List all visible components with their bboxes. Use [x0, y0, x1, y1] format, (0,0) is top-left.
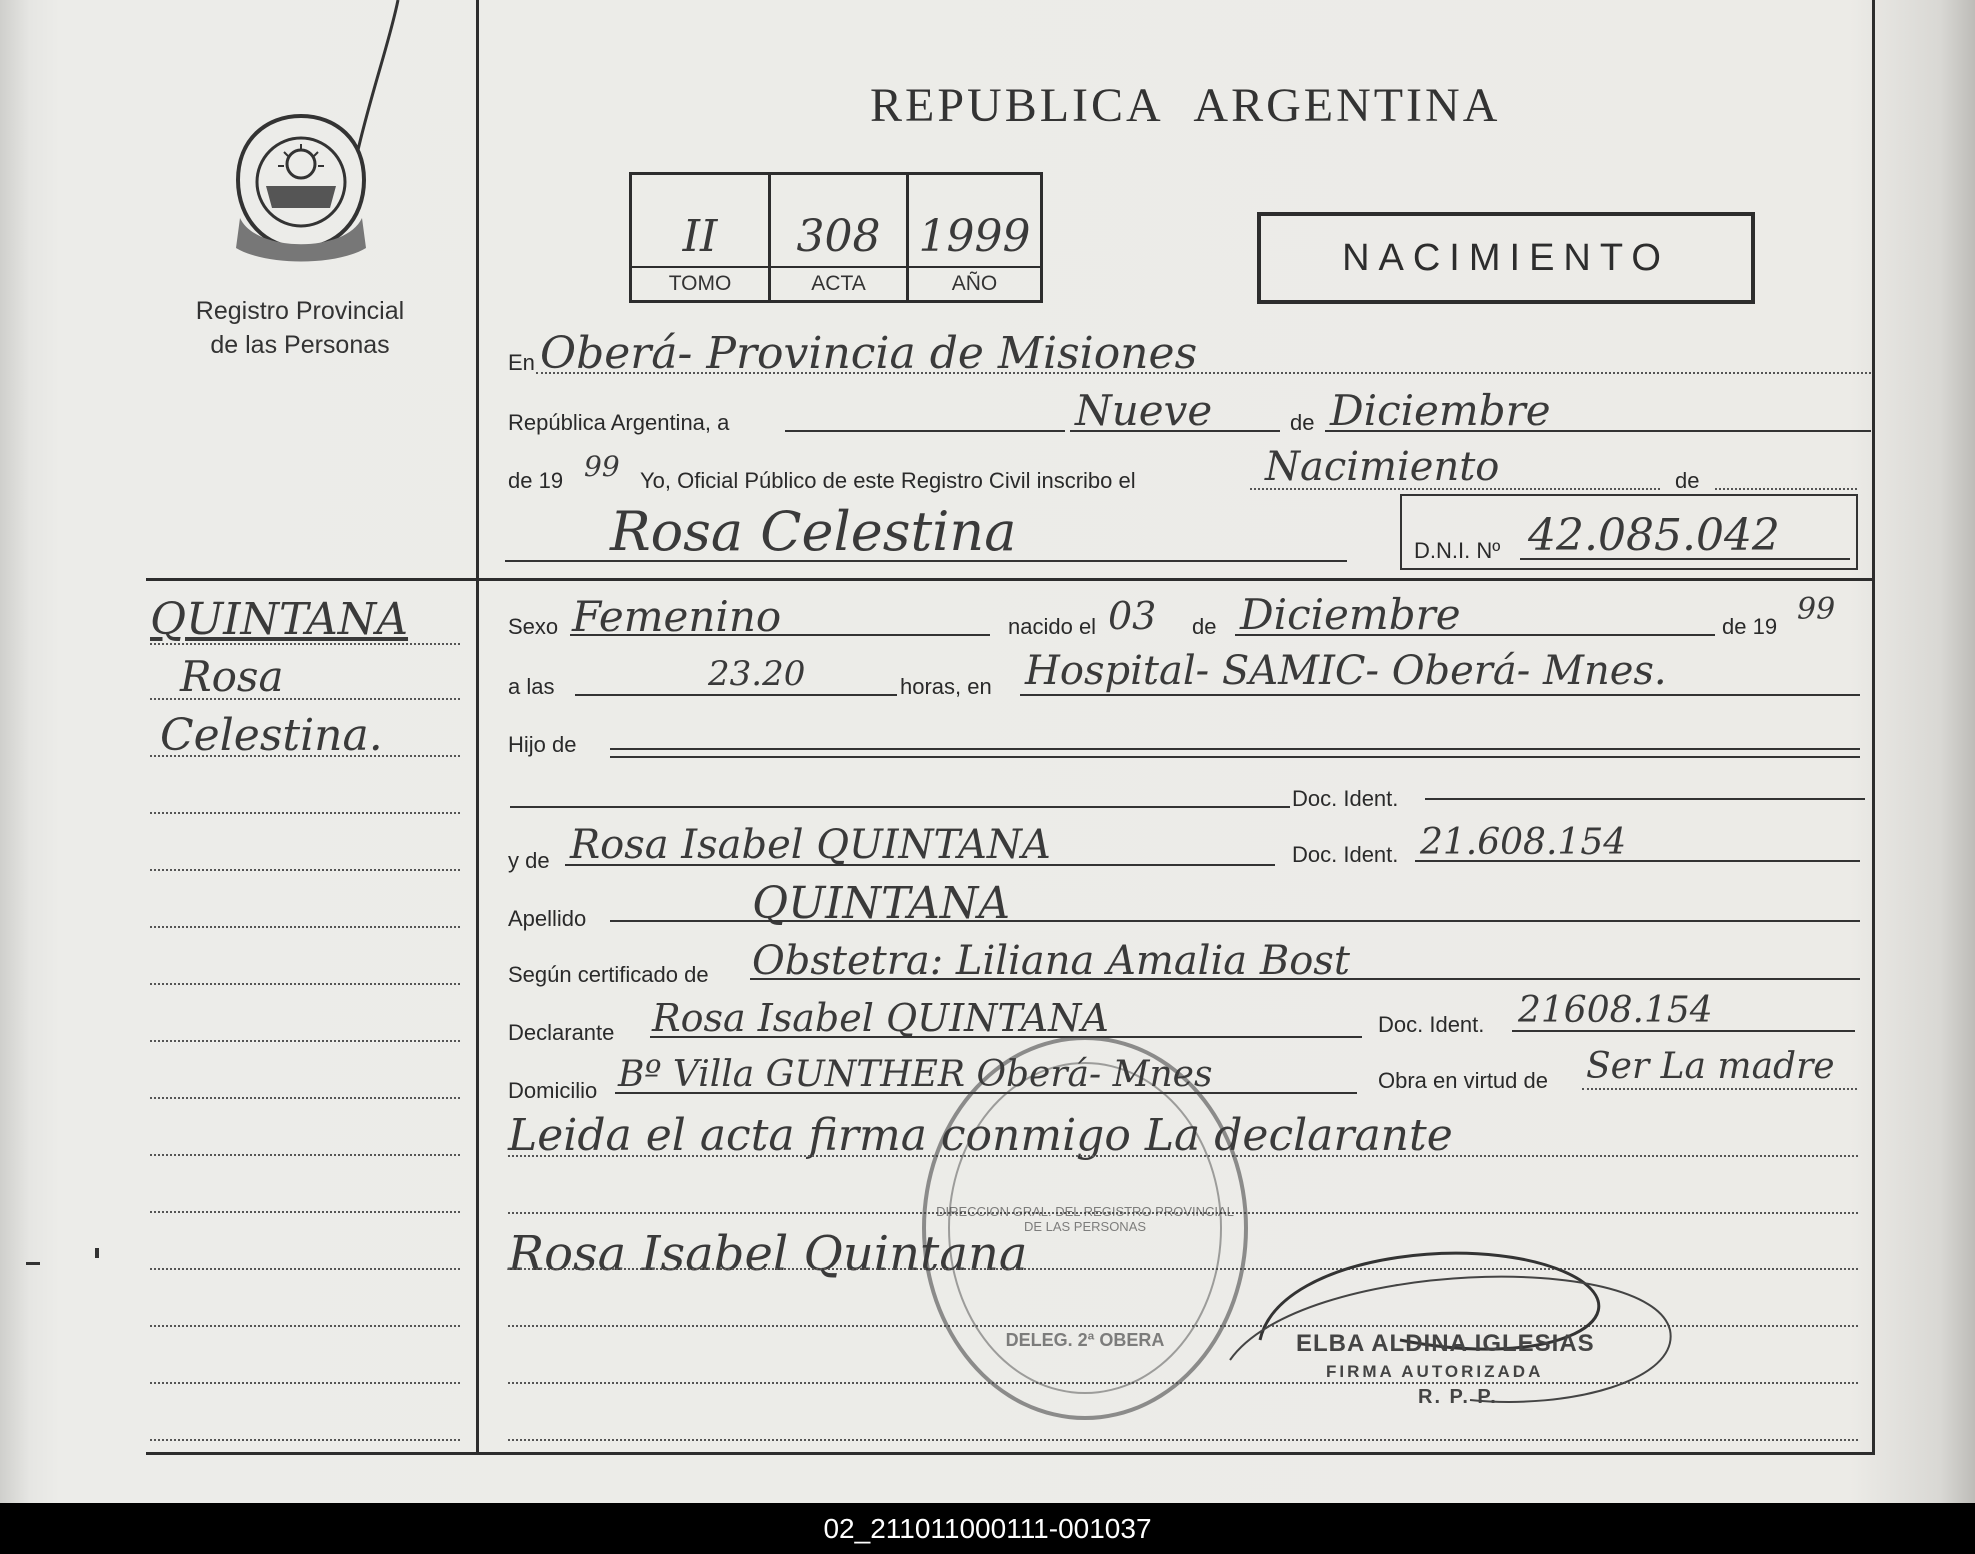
- note-line-6: [508, 1439, 1858, 1441]
- day-value: Nueve: [1075, 386, 1213, 435]
- apellido-value: QUINTANA: [752, 878, 1011, 929]
- ano-cell: [909, 175, 1040, 300]
- declarante-doc-value: 21608.154: [1518, 990, 1713, 1031]
- margin-line-2: [150, 698, 460, 700]
- de19-label-2: de 19: [1722, 614, 1778, 639]
- declarante-value: Rosa Isabel QUINTANA: [652, 996, 1109, 1040]
- nacido-label: nacido el: [1008, 614, 1097, 639]
- round-stamp-subtext: DELEG. 2ª OBERA: [1005, 1330, 1165, 1350]
- apellido-label: Apellido: [508, 906, 587, 931]
- left-column-divider: [476, 0, 479, 1455]
- apellido-line: [610, 920, 1860, 922]
- padre-line: [510, 806, 1290, 808]
- obra-line: [1582, 1088, 1857, 1090]
- domicilio-value: Bº Villa GUNTHER Oberá- Mnes: [618, 1054, 1213, 1095]
- margin-line-14: [150, 1382, 460, 1384]
- doc-ident-label: Doc. Ident.: [1292, 786, 1399, 811]
- horas-en-label: horas, en: [900, 674, 992, 699]
- margin-line-9: [150, 1097, 460, 1099]
- registry-name: [145, 294, 455, 362]
- month-line: [1325, 430, 1871, 432]
- margin-line-5: [150, 869, 460, 871]
- margin-line-1: [150, 643, 460, 645]
- round-stamp-text: DIRECCION GRAL. DEL REGISTRO PROVINCIAL DE LAS PERSONAS: [936, 1204, 1234, 1234]
- margin-line-6: [150, 926, 460, 928]
- de-label-3: de: [1192, 614, 1217, 639]
- dni-line: [1520, 558, 1850, 560]
- segun-value: Obstetra: Liliana Amalia Bost: [752, 938, 1350, 984]
- round-official-stamp: [922, 1036, 1248, 1420]
- madre-doc-line: [1415, 860, 1860, 862]
- inscribo-line: [1250, 488, 1660, 490]
- section-divider: [146, 578, 1873, 581]
- margin-line-4: [150, 812, 460, 814]
- margin-line-13: [150, 1325, 460, 1327]
- tomo-value: II: [682, 211, 718, 262]
- hijo-line-2: [610, 756, 1860, 758]
- segun-label: Según certificado de: [508, 962, 709, 987]
- scan-id-footer: 02_211011000111-001037: [0, 1503, 1975, 1554]
- doc-ident-label-2: Doc. Ident.: [1292, 842, 1399, 867]
- dni-label: D.N.I. Nº: [1414, 538, 1501, 563]
- hijo-line: [610, 748, 1860, 750]
- en-value: Oberá- Provincia de Misiones: [540, 328, 1198, 379]
- hijo-label: Hijo de: [508, 732, 577, 757]
- de-line-2: [1715, 488, 1857, 490]
- de19-label: de 19: [508, 468, 564, 493]
- margin-line-7: [150, 983, 460, 985]
- sexo-value: Femenino: [572, 592, 782, 641]
- officer-role: FIRMA AUTORIZADA: [1326, 1362, 1544, 1381]
- officer-name: ELBA ALDINA IGLESIAS: [1296, 1330, 1595, 1357]
- month-value: Diciembre: [1330, 386, 1551, 435]
- hora-value: 23.20: [708, 654, 806, 694]
- ano-label: AÑO: [909, 266, 1040, 300]
- margin-given-2: Celestina.: [160, 710, 383, 761]
- officer-org: R. P. P.: [1418, 1386, 1498, 1408]
- right-frame-line: [1872, 0, 1875, 1455]
- nacido-month-line: [1235, 634, 1715, 636]
- oficial-label: Yo, Oficial Público de este Registro Civil inscribo el: [640, 468, 1136, 493]
- margin-line-11: [150, 1211, 460, 1213]
- declarante-line: [650, 1036, 1362, 1038]
- record-number-box: [629, 172, 1043, 303]
- margin-line-8: [150, 1040, 460, 1042]
- stray-mark-2: [95, 1248, 99, 1258]
- lugar-value: Hospital- SAMIC- Oberá- Mnes.: [1025, 648, 1667, 694]
- margin-line-3: [150, 755, 460, 757]
- registered-name-value: Rosa Celestina: [610, 500, 1017, 563]
- year-value: 99: [584, 450, 620, 483]
- obra-value: Ser La madre: [1586, 1046, 1835, 1087]
- en-line: [536, 372, 1871, 374]
- de-label: de: [1290, 410, 1315, 435]
- record-type-box: NACIMIENTO: [1257, 212, 1755, 304]
- margin-line-15: [150, 1439, 460, 1441]
- margin-given-1: Rosa: [180, 652, 284, 701]
- registry-line-2: de las Personas: [210, 331, 390, 359]
- day-line: [1070, 430, 1280, 432]
- nacido-day-value: 03: [1108, 594, 1157, 638]
- doc-ident-label-3: Doc. Ident.: [1378, 1012, 1485, 1037]
- republica-blank-line: [785, 430, 1065, 432]
- inscribo-value: Nacimiento: [1265, 444, 1500, 490]
- republica-label: República Argentina, a: [508, 410, 730, 435]
- tomo-cell: [632, 175, 771, 300]
- alas-label: a las: [508, 674, 555, 699]
- hora-line: [575, 694, 897, 696]
- lugar-line: [1020, 694, 1860, 696]
- name-line: [505, 560, 1347, 562]
- padre-doc-line: [1425, 798, 1865, 800]
- declarante-label: Declarante: [508, 1020, 615, 1045]
- madre-value: Rosa Isabel QUINTANA: [570, 822, 1051, 868]
- page-title: REPUBLICA ARGENTINA: [870, 79, 1501, 132]
- ano-value: 1999: [918, 211, 1031, 262]
- madre-line: [565, 864, 1275, 866]
- sexo-label: Sexo: [508, 614, 559, 639]
- stray-mark: [26, 1262, 40, 1265]
- declarant-signature: Rosa Isabel Quintana: [508, 1226, 1028, 1282]
- acta-value: 308: [796, 211, 881, 262]
- acta-cell: [771, 175, 909, 300]
- closing-note: Leida el acta firma conmigo La declarante: [508, 1110, 1453, 1161]
- declarante-doc-line: [1512, 1030, 1855, 1032]
- margin-surname: QUINTANA: [150, 594, 409, 645]
- nacido-month-value: Diciembre: [1240, 590, 1461, 639]
- margin-line-10: [150, 1154, 460, 1156]
- sexo-line: [570, 634, 990, 636]
- en-label: En: [508, 350, 535, 375]
- segun-line: [750, 978, 1860, 980]
- bottom-frame-line: [146, 1452, 1873, 1455]
- margin-line-12: [150, 1268, 460, 1270]
- nacido-year-value: 99: [1797, 592, 1836, 627]
- domicilio-label: Domicilio: [508, 1078, 598, 1103]
- madre-doc-value: 21.608.154: [1420, 822, 1627, 863]
- obra-label: Obra en virtud de: [1378, 1068, 1548, 1093]
- de-label-2: de: [1675, 468, 1700, 493]
- registry-line-1: Registro Provincial: [195, 297, 405, 325]
- pen-stroke: [350, 0, 410, 150]
- tomo-label: TOMO: [632, 266, 768, 300]
- yde-label: y de: [508, 848, 550, 873]
- acta-label: ACTA: [771, 266, 906, 300]
- dni-value: 42.085.042: [1528, 510, 1780, 561]
